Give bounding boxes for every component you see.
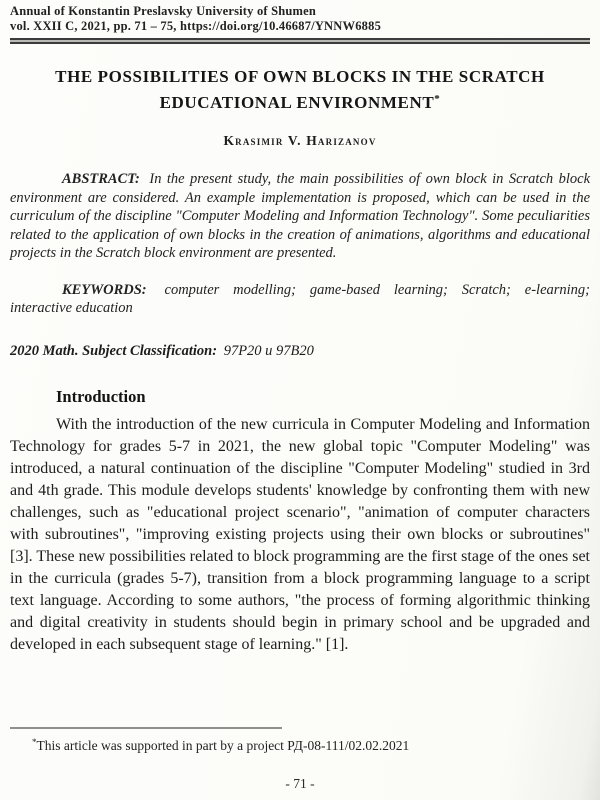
title-footnote-marker: * [434,93,441,105]
footnote-marker: * [32,737,37,747]
journal-volume-doi: vol. XXII C, 2021, pp. 71 – 75, https://doi.org/10.46687/YNNW6885 [10,19,382,33]
introduction-paragraph: With the introduction of the new curricula in Computer Modeling and Information Technology for grades 5-7 in 2021, the new global topic "Computer Modeling" was introduced, a natural continuation of the discipline "Computer Modeling" studied in 3rd and 4th grade. This module develops students' knowledge by confronting them with new challenges, such as "educational project scenario", "animation of computer characters with subroutines", "improving existing projects using their own blocks or subroutines" [3]. These new possibilities related to block programming are the first stage of the ones set in the curricula (grades 5-7), transition from a block programming language to a script text language. According to some authors, "the process of forming algorithmic thinking and digital creativity in students should begin in primary school and be upgraded and developed in each subsequent stage of learning." [1]. [10,415,590,653]
page-bottom-block [10,727,590,794]
classification-line [10,343,590,360]
footnote-text: This article was supported in part by a project РД-08-111/02.02.2021 [36,738,410,753]
abstract-text: In the present study, the main possibilities of own block in Scratch block environment are considered. An example implementation is proposed, which can be used in the curriculum of the discipline "Computer Modeling and Information Technology". Some peculiarities related to the application of own blocks in the creation of animations, algorithms and educational projects in the Scratch block environment are presented. [10,171,591,261]
keywords-paragraph [10,281,590,318]
paper-title [14,66,586,114]
header-divider [10,38,590,44]
abstract-label: ABSTRACT: [62,171,140,187]
footnote [32,734,590,754]
footnote-divider [10,727,282,729]
journal-header [10,4,590,34]
author-name: Krasimir V. Harizanov [223,133,377,148]
paper-title-line2: EDUCATIONAL ENVIRONMENT [159,93,435,112]
page-number: - 71 - [285,776,315,791]
classification-label: 2020 Math. Subject Classification: [10,342,218,359]
keywords-text: computer modelling; game-based learning; Scratch; e-learning; interactive education [10,281,590,316]
keywords-label: KEYWORDS: [62,281,147,298]
journal-name: Annual of Konstantin Preslavsky University of Shumen [10,4,317,18]
classification-value: 97P20 и 97B20 [223,342,314,359]
paper-title-line1: THE POSSIBILITIES OF OWN BLOCKS IN THE SCRATCH [55,67,545,86]
section-heading-introduction: Introduction [56,386,146,406]
abstract-paragraph [10,170,590,263]
